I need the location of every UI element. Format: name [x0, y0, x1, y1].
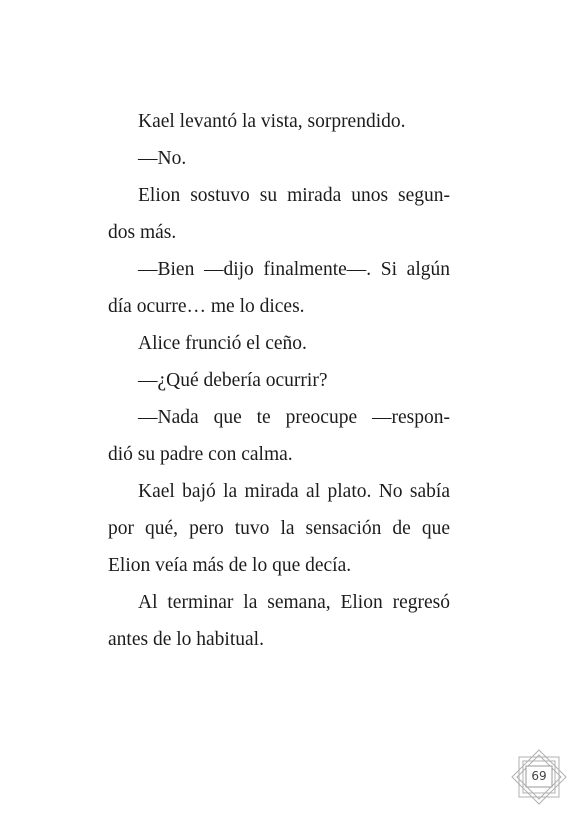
page-number: 69	[531, 769, 547, 783]
text-line: Elion sostuvo su mirada unos segun-	[138, 185, 450, 206]
text-line: Kael bajó la mirada al plato. No sabía	[138, 481, 450, 502]
text-line: Elion veía más de lo que decía.	[108, 555, 352, 576]
text-line: —¿Qué debería ocurrir?	[138, 370, 328, 391]
text-line: día ocurre… me lo dices.	[108, 296, 305, 317]
text-line: dos más.	[108, 222, 177, 243]
page-number-ornament	[511, 749, 567, 805]
text-line: antes de lo habitual.	[108, 629, 264, 650]
text-line: Kael levantó la vista, sorprendido.	[138, 111, 406, 132]
text-line: Alice frunció el ceño.	[138, 333, 307, 354]
text-line: —No.	[138, 148, 187, 169]
text-line: por qué, pero tuvo la sensación de que	[108, 518, 450, 539]
text-line: Al terminar la semana, Elion regresó	[138, 592, 450, 613]
text-line: dió su padre con calma.	[108, 444, 293, 465]
text-line: —Nada que te preocupe —respon-	[138, 407, 450, 428]
body-text	[108, 103, 450, 658]
text-line: —Bien —dijo finalmente—. Si algún	[138, 259, 450, 280]
